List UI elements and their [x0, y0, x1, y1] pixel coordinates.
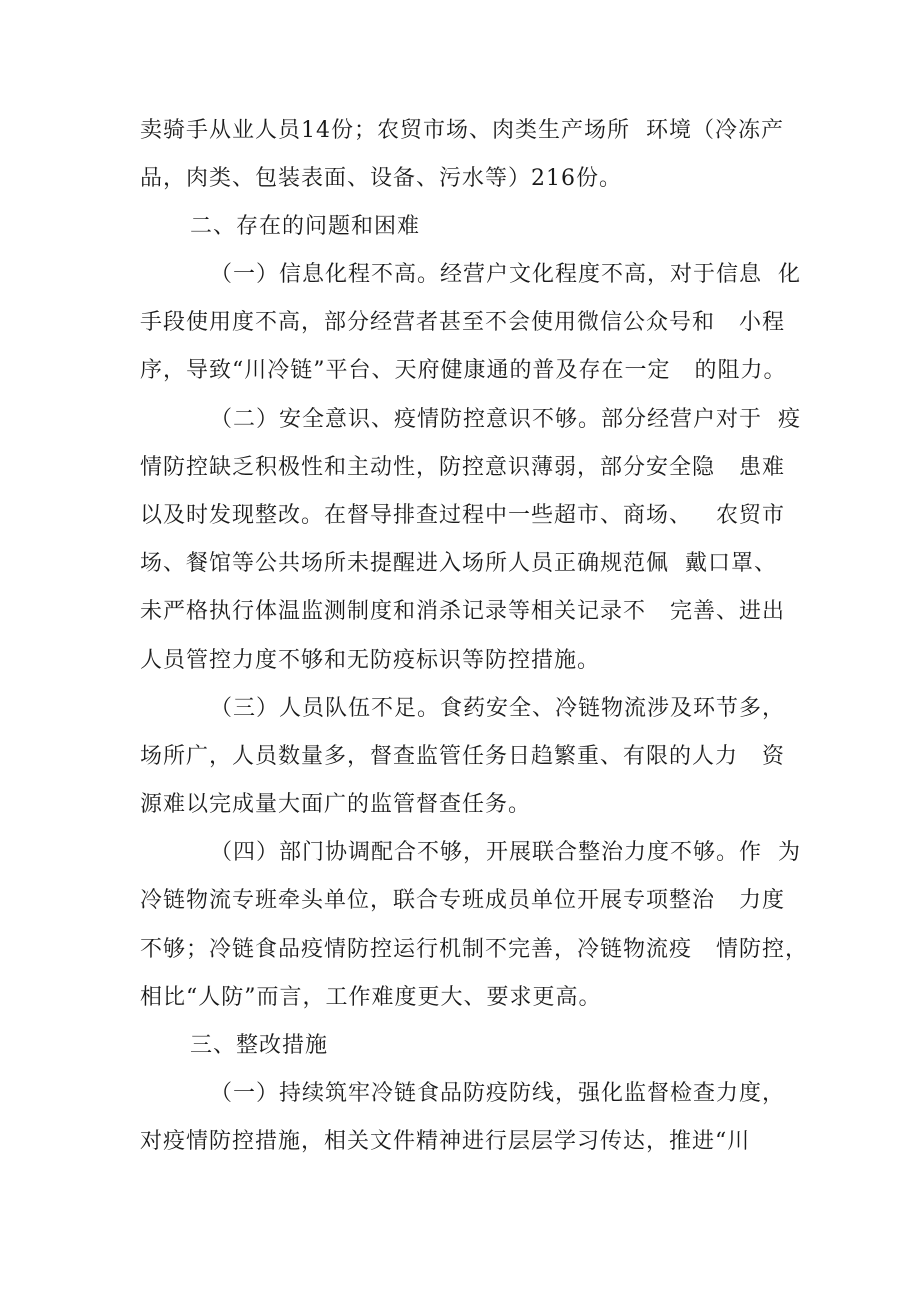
text-line-15: 源难以完成量大面广的监管督查任务。	[140, 792, 532, 817]
subsection-heading-2-3: （三）人员队伍不足。食药安全、冷链物流涉及环节多，	[210, 696, 786, 721]
text-line-2: 品，肉类、包装表面、设备、污水等）216份。	[140, 166, 622, 191]
text-line-18: 不够；冷链食品疫情防控运行机制不完善，冷链物流疫 情防控，	[140, 937, 808, 962]
text-line-8: 情防控缺乏积极性和主动性，防控意识薄弱，部分安全隐 患难	[140, 455, 785, 480]
text-line-5: 手段使用度不高，部分经营者甚至不会使用微信公众号和 小程	[140, 310, 785, 335]
text-line-19: 相比“人防”而言，工作难度更大、要求更高。	[140, 985, 602, 1010]
subsection-heading-3-1: （一）持续筑牢冷链食品防疫防线，强化监督检查力度，	[210, 1081, 786, 1106]
text-line-22: 对疫情防控措施，相关文件精神进行层层学习传达，推进“川	[140, 1129, 751, 1154]
text-line-11: 未严格执行体温监测制度和消杀记录等相关记录不 完善、进出	[140, 599, 785, 624]
subsection-heading-2-1: （一）信息化程不高。经营户文化程度不高，对于信息 化	[210, 262, 801, 287]
text-line-9: 以及时发现整改。在督导排查过程中一些超市、商场、 农贸市	[140, 503, 785, 528]
text-line-12: 人员管控力度不够和无防疫标识等防控措施。	[140, 648, 601, 673]
subsection-heading-2-2: （二）安全意识、疫情防控意识不够。部分经营户对于 疫	[210, 407, 801, 432]
text-line-14: 场所广，人员数量多，督查监管任务日趋繁重、有限的人力 资	[140, 744, 785, 769]
text-line-17: 冷链物流专班牵头单位，联合专班成员单位开展专项整治 力度	[140, 888, 785, 913]
text-line-1: 卖骑手从业人员14份；农贸市场、肉类生产场所 环境（冷冻产	[140, 118, 784, 143]
text-line-10: 场、餐馆等公共场所未提醒进入场所人员正确规范佩 戴口罩、	[140, 551, 777, 576]
text-line-6: 序，导致“川冷链”平台、天府健康通的普及存在一定 的阻力。	[140, 358, 787, 383]
section-heading-2: 二、存在的问题和困难	[190, 214, 421, 239]
section-heading-3: 三、整改措施	[190, 1033, 329, 1058]
subsection-heading-2-4: （四）部门协调配合不够，开展联合整治力度不够。作 为	[210, 840, 801, 865]
